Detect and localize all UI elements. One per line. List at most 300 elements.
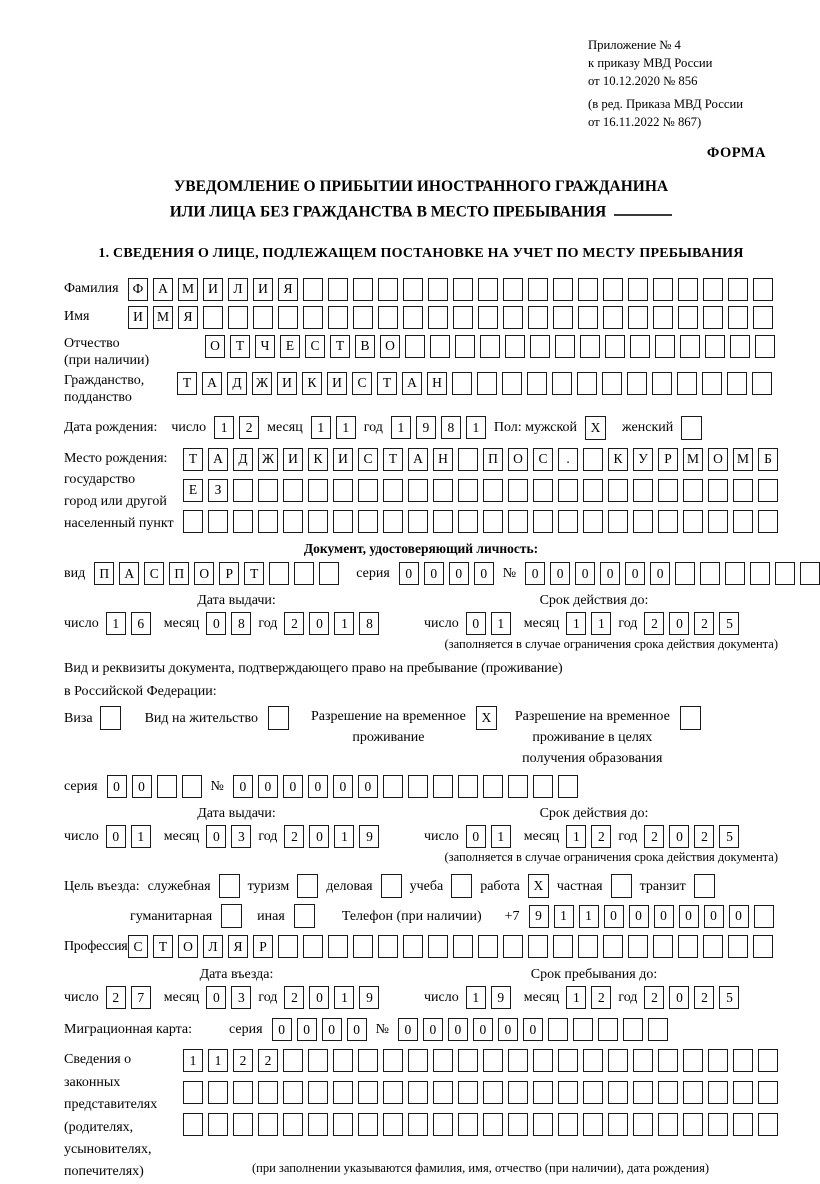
char-cell bbox=[730, 335, 750, 358]
char-cell bbox=[408, 510, 428, 533]
char-cell: Д bbox=[227, 372, 247, 395]
char-cell bbox=[383, 1049, 403, 1072]
char-cell: С bbox=[144, 562, 164, 585]
char-cell: 0 bbox=[398, 1018, 418, 1041]
id-date-headers bbox=[64, 593, 778, 609]
profession-label: Профессия bbox=[64, 939, 128, 955]
stay-group: число 1 9 месяц 1 2 год 2 0 2 5 bbox=[424, 986, 739, 1009]
char-cell bbox=[428, 306, 448, 329]
visa-label: Виза bbox=[64, 710, 93, 726]
char-cell: 0 bbox=[466, 612, 486, 635]
char-cell bbox=[702, 372, 722, 395]
char-cell bbox=[283, 1081, 303, 1104]
char-cell: 9 bbox=[416, 416, 436, 439]
surname-cells bbox=[128, 278, 773, 301]
char-cell: 0 bbox=[449, 562, 469, 585]
char-cell bbox=[555, 335, 575, 358]
char-cell: 0 bbox=[550, 562, 570, 585]
char-cell bbox=[203, 306, 223, 329]
char-cell bbox=[678, 935, 698, 958]
char-cell bbox=[433, 775, 453, 798]
permit-series-cells bbox=[107, 775, 202, 798]
char-cell: 2 bbox=[106, 986, 126, 1009]
char-cell bbox=[183, 1081, 203, 1104]
char-cell bbox=[708, 1049, 728, 1072]
char-cell bbox=[603, 935, 623, 958]
char-cell bbox=[553, 935, 573, 958]
char-cell: 0 bbox=[258, 775, 278, 798]
char-cell: Т bbox=[244, 562, 264, 585]
permit-issue-header: Дата выдачи: bbox=[197, 806, 276, 822]
char-cell bbox=[533, 479, 553, 502]
day-label: число bbox=[171, 419, 207, 435]
char-cell bbox=[628, 306, 648, 329]
char-cell bbox=[583, 1049, 603, 1072]
temp-permit-option bbox=[311, 706, 497, 748]
char-cell: 0 bbox=[669, 825, 689, 848]
permit-date-values bbox=[64, 825, 778, 848]
purpose-private-label: частная bbox=[556, 878, 603, 894]
char-cell bbox=[683, 1113, 703, 1136]
id-issue-day-cells bbox=[106, 612, 151, 635]
month-label: месяц bbox=[267, 419, 303, 435]
char-cell bbox=[558, 510, 578, 533]
entry-day-cells bbox=[106, 986, 151, 1009]
char-cell bbox=[655, 335, 675, 358]
id-valid-group: число 0 1 месяц 1 1 год 2 0 2 5 bbox=[424, 612, 739, 635]
char-cell bbox=[728, 306, 748, 329]
char-cell: 0 bbox=[297, 1018, 317, 1041]
char-cell bbox=[728, 278, 748, 301]
char-cell bbox=[503, 935, 523, 958]
char-cell bbox=[558, 775, 578, 798]
char-cell bbox=[754, 905, 774, 928]
char-cell: 2 bbox=[591, 986, 611, 1009]
char-cell: М bbox=[683, 448, 703, 471]
char-cell: 2 bbox=[694, 825, 714, 848]
char-cell bbox=[303, 935, 323, 958]
char-cell bbox=[775, 562, 795, 585]
char-cell bbox=[358, 510, 378, 533]
char-cell bbox=[383, 510, 403, 533]
char-cell bbox=[578, 935, 598, 958]
phone-prefix: +7 bbox=[504, 908, 520, 924]
purpose-business-label: деловая bbox=[326, 878, 373, 894]
char-cell: 0 bbox=[704, 905, 724, 928]
char-cell: 0 bbox=[358, 775, 378, 798]
purpose-row2 bbox=[64, 904, 778, 928]
temp-permit-checkbox: X bbox=[476, 706, 497, 730]
char-cell bbox=[652, 372, 672, 395]
char-cell: 1 bbox=[466, 416, 486, 439]
char-cell: Ф bbox=[128, 278, 148, 301]
char-cell: И bbox=[283, 448, 303, 471]
char-cell bbox=[533, 1113, 553, 1136]
char-cell bbox=[580, 335, 600, 358]
char-cell: 0 bbox=[347, 1018, 367, 1041]
permit-issue-group: число 0 1 месяц 0 3 год 2 0 1 9 bbox=[64, 825, 424, 848]
char-cell bbox=[628, 278, 648, 301]
char-cell bbox=[753, 278, 773, 301]
char-cell bbox=[708, 1081, 728, 1104]
id-doc-row bbox=[64, 562, 778, 585]
form-title-line1: УВЕДОМЛЕНИЕ О ПРИБЫТИИ ИНОСТРАННОГО ГРАЖДАНИНА bbox=[173, 178, 669, 196]
char-cell bbox=[503, 278, 523, 301]
char-cell bbox=[553, 306, 573, 329]
purpose-official-checkbox bbox=[219, 874, 240, 898]
char-cell bbox=[458, 775, 478, 798]
char-cell bbox=[403, 935, 423, 958]
purpose-study-label: учеба bbox=[409, 878, 444, 894]
char-cell bbox=[583, 448, 603, 471]
appendix-line: от 10.12.2020 № 856 bbox=[588, 74, 698, 89]
char-cell: 0 bbox=[233, 775, 253, 798]
char-cell: П bbox=[169, 562, 189, 585]
char-cell: 0 bbox=[309, 825, 329, 848]
char-cell bbox=[683, 1049, 703, 1072]
char-cell bbox=[583, 1113, 603, 1136]
char-cell bbox=[753, 935, 773, 958]
char-cell bbox=[403, 278, 423, 301]
char-cell bbox=[477, 372, 497, 395]
char-cell bbox=[608, 1049, 628, 1072]
form-label: ФОРМА bbox=[706, 145, 766, 162]
id-valid-month-cells bbox=[566, 612, 611, 635]
char-cell bbox=[653, 278, 673, 301]
char-cell bbox=[633, 479, 653, 502]
char-cell bbox=[658, 1081, 678, 1104]
char-cell bbox=[533, 1081, 553, 1104]
char-cell: О bbox=[380, 335, 400, 358]
permit-series-label: серия bbox=[64, 779, 98, 795]
stay-year-cells bbox=[644, 986, 739, 1009]
char-cell: К bbox=[302, 372, 322, 395]
char-cell: 0 bbox=[654, 905, 674, 928]
appendix-block bbox=[588, 36, 778, 131]
char-cell: 1 bbox=[311, 416, 331, 439]
char-cell bbox=[208, 510, 228, 533]
char-cell: Т bbox=[153, 935, 173, 958]
sex-male-checkbox: X bbox=[585, 416, 606, 440]
char-cell: 0 bbox=[107, 775, 127, 798]
char-cell bbox=[583, 510, 603, 533]
char-cell: 9 bbox=[359, 825, 379, 848]
char-cell bbox=[683, 479, 703, 502]
id-number-label: № bbox=[502, 566, 517, 582]
char-cell bbox=[308, 1049, 328, 1072]
char-cell bbox=[182, 775, 202, 798]
char-cell: А bbox=[202, 372, 222, 395]
name-row bbox=[64, 306, 778, 329]
entry-date-header: Дата въезда: bbox=[199, 967, 274, 983]
char-cell: Л bbox=[228, 278, 248, 301]
id-series-cells bbox=[399, 562, 494, 585]
char-cell: 8 bbox=[441, 416, 461, 439]
char-cell bbox=[408, 1049, 428, 1072]
char-cell: 0 bbox=[523, 1018, 543, 1041]
char-cell bbox=[508, 1081, 528, 1104]
char-cell bbox=[408, 1113, 428, 1136]
section1-heading: 1. СВЕДЕНИЯ О ЛИЦЕ, ПОДЛЕЖАЩЕМ ПОСТАНОВКЕ НА УЧЕТ ПО МЕСТУ ПРЕБЫВАНИЯ bbox=[98, 245, 744, 261]
stay-month-cells bbox=[566, 986, 611, 1009]
guardians-note: (при заполнении указываются фамилия, имя, отчество (при наличии), дата рождения) bbox=[251, 1161, 710, 1176]
char-cell: К bbox=[308, 448, 328, 471]
permit-valid-group: число 0 1 месяц 1 2 год 2 0 2 5 bbox=[424, 825, 739, 848]
char-cell bbox=[283, 510, 303, 533]
permit-date-headers bbox=[64, 806, 778, 822]
char-cell: Т bbox=[230, 335, 250, 358]
char-cell: Р bbox=[219, 562, 239, 585]
char-cell bbox=[294, 562, 314, 585]
char-cell: О bbox=[708, 448, 728, 471]
citizenship-label: Гражданство, подданство bbox=[64, 372, 145, 406]
appendix-line: к приказу МВД России bbox=[588, 56, 713, 71]
char-cell bbox=[328, 306, 348, 329]
char-cell bbox=[478, 278, 498, 301]
char-cell: . bbox=[558, 448, 578, 471]
char-cell bbox=[308, 479, 328, 502]
citizenship-cells bbox=[177, 372, 772, 395]
char-cell bbox=[733, 1081, 753, 1104]
purpose-other-label: иная bbox=[257, 908, 285, 924]
char-cell bbox=[333, 1049, 353, 1072]
char-cell: Я bbox=[178, 306, 198, 329]
char-cell bbox=[678, 278, 698, 301]
appendix-line: Приложение № 4 bbox=[588, 38, 681, 52]
char-cell bbox=[633, 510, 653, 533]
char-cell: Н bbox=[433, 448, 453, 471]
char-cell bbox=[283, 1049, 303, 1072]
char-cell bbox=[458, 479, 478, 502]
char-cell: 0 bbox=[106, 825, 126, 848]
char-cell bbox=[653, 306, 673, 329]
char-cell bbox=[705, 335, 725, 358]
surname-row bbox=[64, 278, 778, 301]
char-cell: 0 bbox=[424, 562, 444, 585]
char-cell bbox=[758, 1081, 778, 1104]
char-cell bbox=[383, 1113, 403, 1136]
purpose-study-checkbox bbox=[451, 874, 472, 898]
char-cell bbox=[458, 1049, 478, 1072]
birth-year-cells bbox=[391, 416, 486, 439]
guardians-cells-row3 bbox=[183, 1113, 778, 1136]
char-cell bbox=[608, 1113, 628, 1136]
char-cell: 1 bbox=[208, 1049, 228, 1072]
char-cell: 1 bbox=[566, 825, 586, 848]
char-cell bbox=[358, 1049, 378, 1072]
char-cell: С bbox=[533, 448, 553, 471]
char-cell: 1 bbox=[491, 825, 511, 848]
id-limited-note: (заполняется в случае ограничения срока действия документа) bbox=[444, 637, 778, 652]
migration-card-label: Миграционная карта: bbox=[64, 1022, 193, 1038]
id-series-label: серия bbox=[356, 566, 390, 582]
mig-series-label: серия bbox=[229, 1022, 263, 1038]
char-cell: С bbox=[352, 372, 372, 395]
char-cell: 9 bbox=[529, 905, 549, 928]
doc-type-label: вид bbox=[64, 566, 86, 582]
char-cell bbox=[752, 372, 772, 395]
char-cell: А bbox=[119, 562, 139, 585]
char-cell bbox=[558, 479, 578, 502]
char-cell bbox=[233, 1113, 253, 1136]
doc-type-cells bbox=[94, 562, 339, 585]
char-cell bbox=[508, 775, 528, 798]
char-cell: Д bbox=[233, 448, 253, 471]
char-cell bbox=[383, 775, 403, 798]
char-cell bbox=[505, 335, 525, 358]
char-cell bbox=[577, 372, 597, 395]
char-cell: С bbox=[305, 335, 325, 358]
char-cell: 3 bbox=[231, 986, 251, 1009]
char-cell: 1 bbox=[106, 612, 126, 635]
char-cell: 1 bbox=[336, 416, 356, 439]
birthplace-cells-row3 bbox=[183, 510, 778, 533]
char-cell bbox=[483, 479, 503, 502]
char-cell bbox=[755, 335, 775, 358]
char-cell bbox=[378, 306, 398, 329]
char-cell: С bbox=[358, 448, 378, 471]
char-cell: А bbox=[402, 372, 422, 395]
char-cell: М bbox=[153, 306, 173, 329]
char-cell bbox=[378, 278, 398, 301]
char-cell: А bbox=[208, 448, 228, 471]
char-cell: Т bbox=[183, 448, 203, 471]
char-cell: 0 bbox=[669, 612, 689, 635]
residence-doc-line1: Вид и реквизиты документа, подтверждающего право на пребывание (проживание) bbox=[64, 661, 563, 677]
char-cell: 0 bbox=[650, 562, 670, 585]
char-cell: 6 bbox=[131, 612, 151, 635]
char-cell: 0 bbox=[604, 905, 624, 928]
char-cell bbox=[558, 1081, 578, 1104]
char-cell bbox=[708, 479, 728, 502]
char-cell bbox=[408, 1081, 428, 1104]
char-cell bbox=[157, 775, 177, 798]
char-cell bbox=[328, 278, 348, 301]
char-cell bbox=[648, 1018, 668, 1041]
char-cell bbox=[573, 1018, 593, 1041]
char-cell bbox=[725, 562, 745, 585]
char-cell: 1 bbox=[334, 986, 354, 1009]
birth-day-cells bbox=[214, 416, 259, 439]
char-cell: Н bbox=[427, 372, 447, 395]
char-cell: О bbox=[194, 562, 214, 585]
char-cell bbox=[703, 306, 723, 329]
char-cell bbox=[503, 306, 523, 329]
name-cells bbox=[128, 306, 773, 329]
char-cell: 1 bbox=[131, 825, 151, 848]
sex-female-label: женский bbox=[622, 419, 674, 435]
char-cell bbox=[678, 306, 698, 329]
id-issue-header: Дата выдачи: bbox=[197, 593, 276, 609]
char-cell: Е bbox=[183, 479, 203, 502]
char-cell: 1 bbox=[554, 905, 574, 928]
char-cell: И bbox=[128, 306, 148, 329]
char-cell: Ж bbox=[258, 448, 278, 471]
char-cell: 0 bbox=[308, 775, 328, 798]
char-cell bbox=[308, 1113, 328, 1136]
char-cell: 0 bbox=[399, 562, 419, 585]
char-cell bbox=[658, 1049, 678, 1072]
permit-issue-month-cells bbox=[206, 825, 251, 848]
char-cell: 0 bbox=[473, 1018, 493, 1041]
char-cell: Ч bbox=[255, 335, 275, 358]
char-cell: 1 bbox=[334, 612, 354, 635]
char-cell bbox=[253, 306, 273, 329]
char-cell bbox=[733, 479, 753, 502]
char-cell bbox=[658, 479, 678, 502]
char-cell bbox=[278, 306, 298, 329]
char-cell: Р bbox=[253, 935, 273, 958]
char-cell bbox=[708, 510, 728, 533]
char-cell bbox=[358, 1081, 378, 1104]
char-cell bbox=[628, 935, 648, 958]
char-cell: 8 bbox=[231, 612, 251, 635]
char-cell: 2 bbox=[644, 825, 664, 848]
char-cell: 1 bbox=[566, 612, 586, 635]
char-cell bbox=[483, 510, 503, 533]
char-cell: А bbox=[153, 278, 173, 301]
char-cell bbox=[308, 1081, 328, 1104]
char-cell: 2 bbox=[284, 986, 304, 1009]
char-cell: Е bbox=[280, 335, 300, 358]
permit-valid-year-cells bbox=[644, 825, 739, 848]
char-cell: 0 bbox=[466, 825, 486, 848]
char-cell bbox=[508, 1113, 528, 1136]
permit-series-row bbox=[64, 775, 778, 798]
char-cell: С bbox=[128, 935, 148, 958]
char-cell bbox=[183, 1113, 203, 1136]
char-cell bbox=[633, 1049, 653, 1072]
char-cell: 2 bbox=[239, 416, 259, 439]
char-cell bbox=[408, 775, 428, 798]
birthplace-cells-row2 bbox=[183, 479, 778, 502]
char-cell: 7 bbox=[131, 986, 151, 1009]
char-cell bbox=[458, 448, 478, 471]
char-cell bbox=[405, 335, 425, 358]
char-cell: 0 bbox=[474, 562, 494, 585]
char-cell: 1 bbox=[591, 612, 611, 635]
char-cell bbox=[378, 935, 398, 958]
char-cell: Ж bbox=[252, 372, 272, 395]
char-cell: 0 bbox=[629, 905, 649, 928]
char-cell bbox=[602, 372, 622, 395]
char-cell: 0 bbox=[132, 775, 152, 798]
entry-date-headers bbox=[64, 967, 778, 983]
birthdate-row bbox=[64, 416, 778, 440]
id-valid-header: Срок действия до: bbox=[539, 593, 649, 609]
char-cell: О bbox=[508, 448, 528, 471]
char-cell bbox=[558, 1113, 578, 1136]
char-cell bbox=[453, 306, 473, 329]
entry-month-cells bbox=[206, 986, 251, 1009]
surname-label: Фамилия bbox=[64, 281, 119, 297]
char-cell bbox=[183, 510, 203, 533]
char-cell: Р bbox=[658, 448, 678, 471]
char-cell bbox=[728, 935, 748, 958]
purpose-other-checkbox bbox=[294, 904, 315, 928]
char-cell: 2 bbox=[694, 612, 714, 635]
char-cell: 0 bbox=[423, 1018, 443, 1041]
char-cell: В bbox=[355, 335, 375, 358]
permit-valid-header: Срок действия до: bbox=[539, 806, 649, 822]
char-cell bbox=[733, 1113, 753, 1136]
char-cell bbox=[258, 479, 278, 502]
char-cell bbox=[605, 335, 625, 358]
revision-line: от 16.11.2022 № 867) bbox=[588, 115, 702, 130]
char-cell bbox=[508, 510, 528, 533]
id-valid-day-cells bbox=[466, 612, 511, 635]
purpose-label: Цель въезда: bbox=[64, 878, 140, 894]
